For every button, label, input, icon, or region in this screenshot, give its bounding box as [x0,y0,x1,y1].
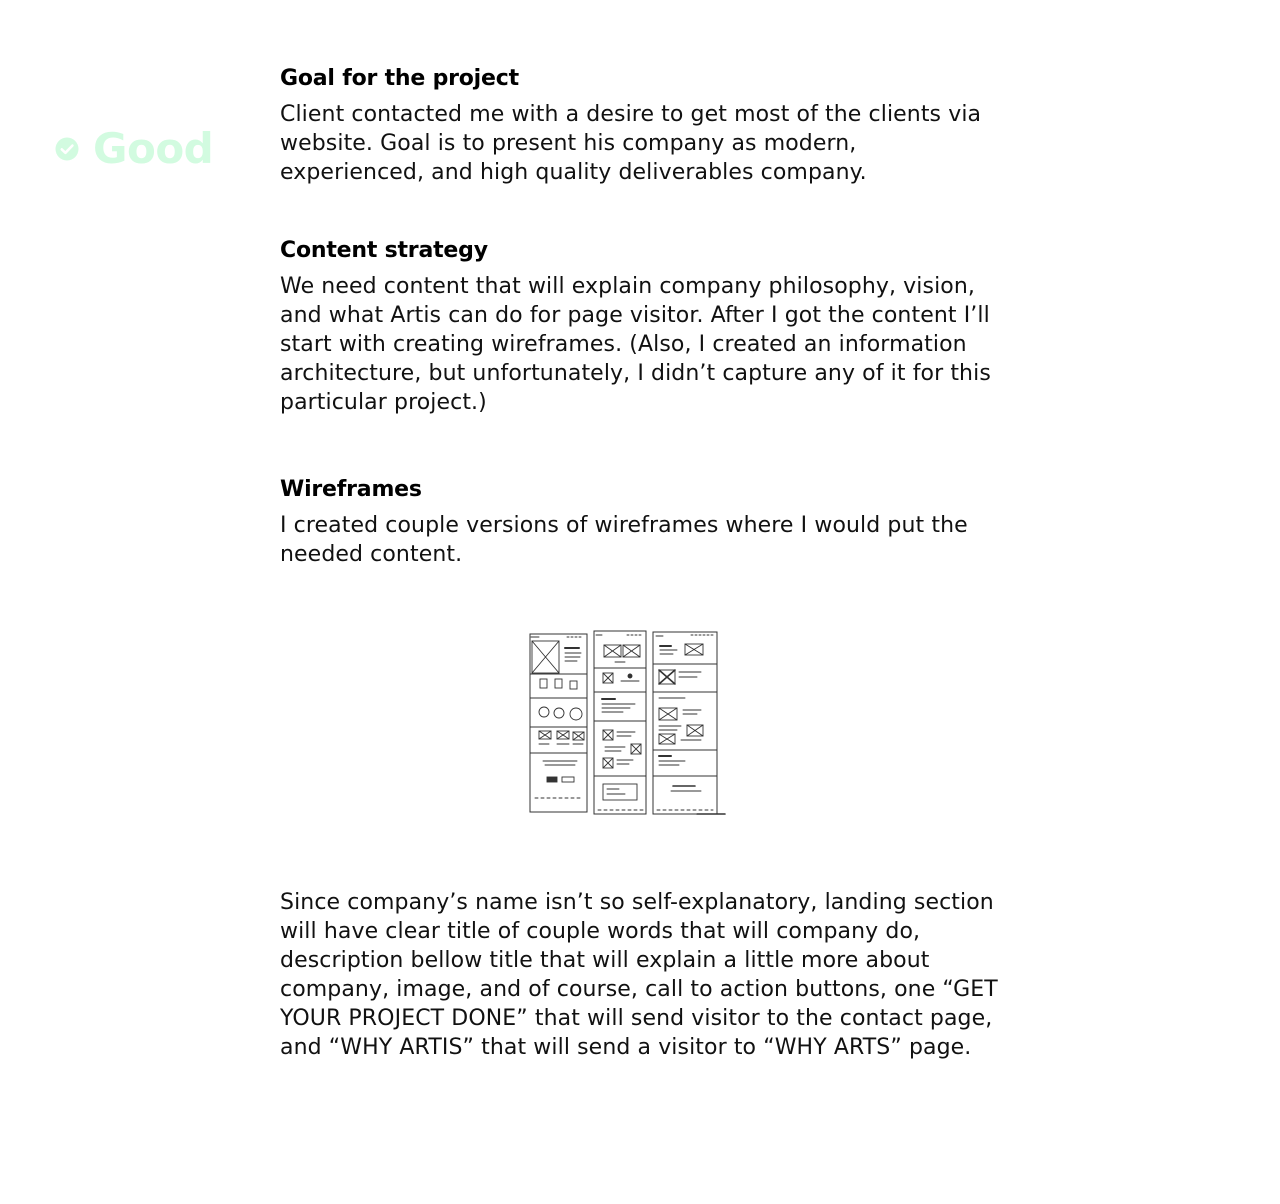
check-circle-icon [55,137,79,161]
wireframe-column [653,632,725,814]
section-body: I created couple versions of wireframes where I would put the needed content. [280,513,968,567]
status-badge [55,124,213,174]
section-goal [280,62,1000,187]
section-body: Client contacted me with a desire to get most of the clients via website. Goal is to present his company as modern, experienced, and high quality deliverables company. [280,102,982,185]
closing-paragraph: Since company’s name isn’t so self-explanatory, landing section will have clear title of couple words that will company do, description bellow title that will explain a little more about company, image, and of course, call to action buttons, one “GET YOUR PROJECT DONE” that will send visitor to the contact page, and “WHY ARTIS” that will send a visitor to “WHY ARTS” page. [280,890,998,1060]
wireframe-column [594,631,646,814]
section-wireframes [280,473,1000,569]
section-heading: Wireframes [280,477,422,502]
section-heading: Content strategy [280,238,488,263]
wireframe-sketch-image [525,628,729,818]
section-heading: Goal for the project [280,66,519,91]
section-body: We need content that will explain company philosophy, vision, and what Artis can do for page visitor. After I got the content I’ll start with creating wireframes. (Also, I created an information architecture, but unfortunately, I didn’t capture any of it for this particular project.) [280,274,991,415]
wireframe-column [530,634,587,812]
wireframe-figure [280,628,1000,818]
status-badge-label: Good [93,124,214,173]
section-content-strategy [280,234,1000,417]
case-study-content [280,62,1000,1062]
